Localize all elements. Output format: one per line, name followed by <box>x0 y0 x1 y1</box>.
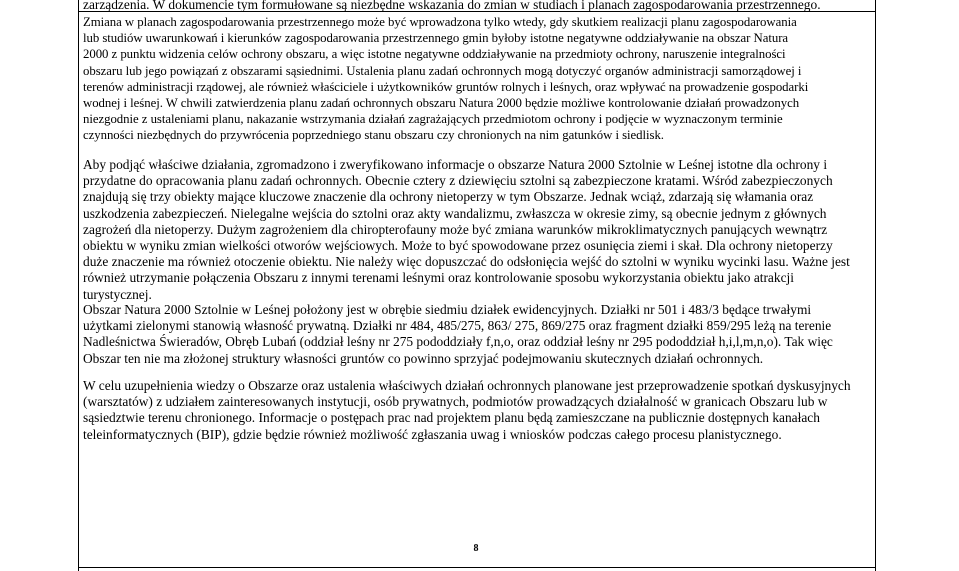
text-line: duże znaczenie ma również otoczenie obiektu. Nie należy więc dopuszczać do odsłonięcia wejść do sztolni w wyniku wycinki lasu. Ważne jest <box>83 254 850 270</box>
text-line: czynności niezbędnych do przywrócenia poprzedniego stanu obszaru czy chronionych na nim gatunków i siedlisk. <box>83 128 664 143</box>
text-line: Aby podjąć właściwe działania, zgromadzono i zweryfikowano informacje o obszarze Natura 2000 Sztolnie w Leśnej istotne dla ochrony i <box>83 157 828 172</box>
text-line: Zmiana w planach zagospodarowania przestrzennego może być wprowadzona tylko wtedy, gdy skutkiem realizacji planu zagospodarowania <box>83 15 797 29</box>
text-line: Obszar Natura 2000 Sztolnie w Leśnej położony jest w obrębie siedmiu działek ewidencyjnych. Działki nr 501 i 483/3 będące trwałymi <box>83 302 812 317</box>
text-line: obiektu w wyniku zmian wielkości otworów wejściowych. Może to być spowodowane przez osunięcia ziemi i skał. Dla ochrony nietoperzy <box>83 237 833 253</box>
paragraph-3 <box>83 157 869 303</box>
page-number: 8 <box>473 543 479 554</box>
text-line: Nadleśnictwa Świeradów, Obręb Lubań (oddział leśny nr 275 pododdziały f,n,o, oraz oddział leśny nr 295 pododdział h,i,l,m,n,o). Tak więc <box>83 334 833 350</box>
text-line: W celu uzupełnienia wiedzy o Obszarze oraz ustalenia właściwych działań ochronnych planowane jest przeprowadzenie spotkań dyskusyjnych <box>83 378 851 393</box>
text-line: znajdują się trzy obiekty mające kluczowe znaczenie dla ochrony nietoperzy w tym Obszarze. Jednak wciąż, zdarzają się włamania oraz <box>83 189 814 205</box>
paragraph-5 <box>83 378 869 443</box>
bottom-border <box>79 567 875 568</box>
text-line: obszaru lub jego powiązań z obszarami sąsiednimi. Ustalenia planu zadań ochronnych mogą dotyczyć organów administracji samorządowej i <box>83 63 802 78</box>
text-line: przydatne do opracowania planu zadań ochronnych. Obecnie cztery z dziewięciu sztolni są zabezpieczone kratami. Wśród zabezpieczonych <box>83 173 833 189</box>
text-line: terenów administracji rządowej, ale również właściciele i użytkowników gruntów rolnych i leśnych, oraz wpływać na prowadzenie gospodarki <box>83 79 809 94</box>
document-page <box>78 0 876 571</box>
paragraph-4 <box>83 302 869 367</box>
text-line: również utrzymanie połączenia Obszaru z innymi terenami leśnymi oraz kontrolowanie sposobu wykorzystania obiektu jako atrakcji <box>83 270 794 286</box>
text-line: (warsztatów) z udziałem zainteresowanych instytucji, osób prywatnych, podmiotów prowadzących działalność w granicach Obszaru lub w <box>83 394 828 410</box>
text-line: teleinformatycznych (BIP), gdzie będzie również możliwość zgłaszania uwag i wniosków podczas całego procesu planistycznego. <box>83 426 782 442</box>
text-line: niezgodnie z ustaleniami planu, nakazanie wstrzymania działań zagrażających przedmiotom ochrony i podjęcie w wyznaczonym terminie <box>83 112 783 127</box>
text-line: wodnej i leśnej. W chwili zatwierdzenia planu zadań ochronnych obszaru Natura 2000 będzie możliwe kontrolowanie działań prowadzonych <box>83 95 800 110</box>
text-line: Obszar ten nie ma złożonej struktury własności gruntów co powinno sprzyjać podejmowaniu skutecznych działań ochronnych. <box>83 350 764 366</box>
text-line: turystycznej. <box>83 286 152 302</box>
paragraph-2 <box>83 14 869 144</box>
paragraph-1 <box>83 0 869 13</box>
text-line: 2000 z punktu widzenia celów ochrony obszaru, a więc istotne negatywne oddziaływanie na przedmioty ochrony, naruszenie integralności <box>83 47 786 62</box>
text-line: uszkodzenia zabezpieczeń. Nielegalne wejścia do sztolni oraz akty wandalizmu, zwłaszcza w okresie zimy, są obecnie jednym z głównych <box>83 205 827 221</box>
text-line: użytkami zielonymi stanowią własność prywatną. Działki nr 484, 485/275, 863/ 275, 869/275 oraz fragment działki 859/295 leżą na terenie <box>83 318 832 334</box>
text-line: lub studiów uwarunkowań i kierunków zagospodarowania przestrzennego gmin byłoby istotne negatywne oddziaływanie na obszar Natura <box>83 31 789 46</box>
text-line: zagrożeń dla nietoperzy. Dużym zagrożeniem dla chiropterofauny może być zmiana warunków mikroklimatycznych panujących wewnątrz <box>83 221 828 237</box>
text-line: zarządzenia. W dokumencie tym formułowane są niezbędne wskazania do zmian w studiach i planach zagospodarowania przestrzennego. <box>83 0 821 12</box>
text-line: sąsiedztwie terenu chronionego. Informacje o postępach prac nad projektem planu będą zamieszczane na publicznie dostępnych kanałach <box>83 410 820 426</box>
